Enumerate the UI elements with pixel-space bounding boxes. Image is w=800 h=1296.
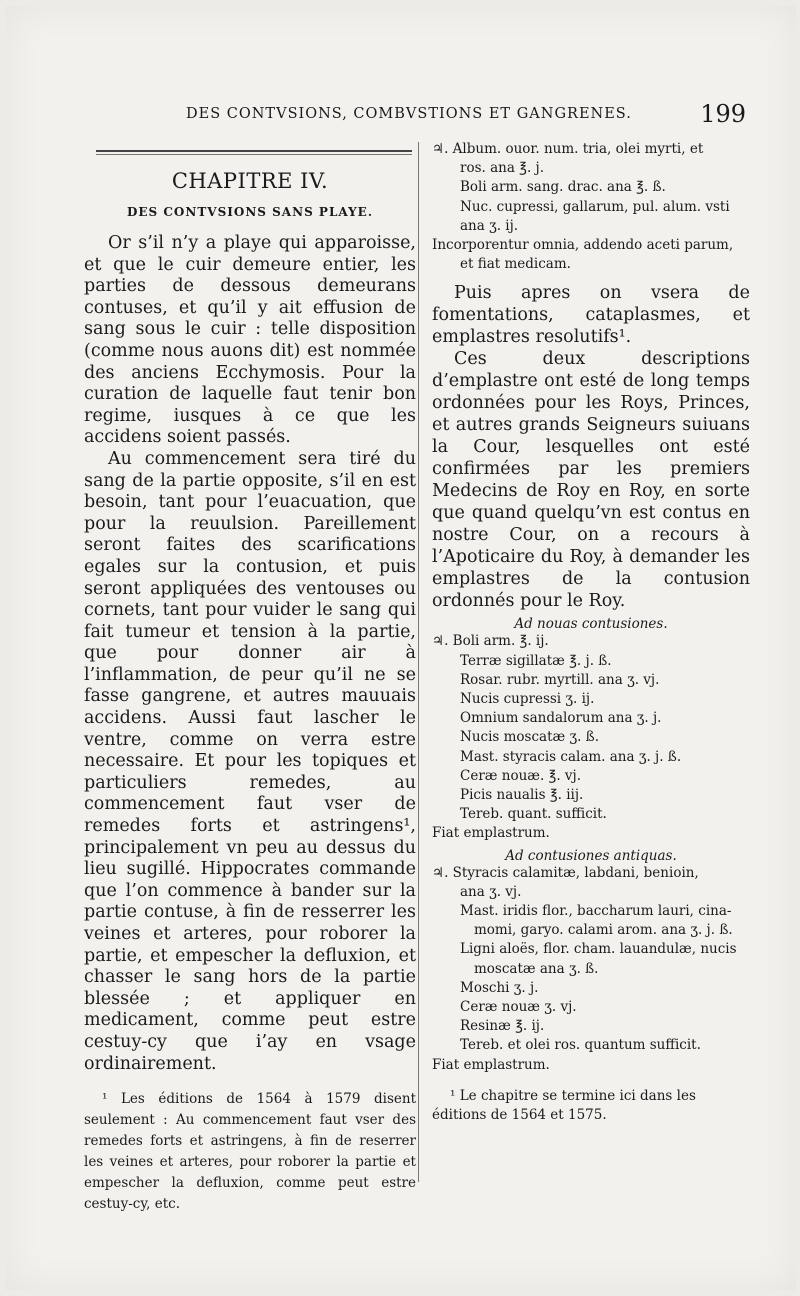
rx-line: Tereb. quant. sufficit.	[460, 806, 607, 823]
left-paragraph-1: Or s’il n’y a playe qui apparoisse, et que le cuir demeure entier, les parties de dessous demeurans contuses, et qu’il y ait effusion de sang sous le cuir : telle disposition (comme nous auons dit) est nommée des anciens Ecchymosis. Pour la curation de laquelle faut tenir bon regime, iusques à ce que les accidens soient passés.	[84, 233, 416, 448]
rx-line: Fiat emplastrum.	[432, 825, 550, 842]
rx-line: Ceræ nouæ ʒ. vj.	[460, 999, 577, 1016]
chapter-subtitle: DES CONTVSIONS SANS PLAYE.	[126, 205, 373, 219]
rx-line: Fiat emplastrum.	[432, 1056, 550, 1073]
rx-line: Omnium sandalorum ana ʒ. j.	[460, 710, 662, 727]
rx-line: Picis naualis ℥. iij.	[460, 787, 584, 804]
rx-line: ♃. Album. ouor. num. tria, olei myrti, et	[432, 141, 704, 157]
left-body	[84, 233, 416, 1075]
rx-line: ana ʒ. vj.	[460, 883, 522, 900]
chapter-title: CHAPITRE IV.	[171, 169, 329, 193]
rx-line: ♃. Styracis calamitæ, labdani, benioin,	[432, 864, 699, 881]
rx-line: ros. ana ℥. j.	[460, 160, 545, 177]
book-page	[6, 6, 796, 1290]
left-paragraph-2: Au commencement sera tiré du sang de la partie opposite, s’il en est besoin, tant pour l’euacuation, que pour la reuulsion. Pareillement seront faites des scarifications egales sur la contusion, et puis seront appliquées des ventouses ou cornets, tant pour vuider le sang qui fait tumeur et tension à la partie, que pour donner air à l’inflammation, de peur qu’il ne se fasse gangrene, et autres mauuais accidens. Aussi faut lascher le ventre, comme on verra estre necessaire. Et pour les topiques et particuliers remedes, au commencement faut vser de remedes forts et astringens¹, principalement vn peu au dessus du lieu sugillé. Hippocrates commande que l’on commence à bander sur la partie contuse, à fin de resserrer les veines et arteres, pour roborer la partie, et empescher la defluxion, et chasser le sang hors de la partie blessée ; et appliquer en medicament, comme peut estre cestuy-cy que i’ay en vsage ordinairement.	[84, 448, 416, 1074]
rx-line: Moschi ʒ. j.	[460, 979, 539, 996]
rx-heading-old-contusions: Ad contusiones antiquas.	[505, 847, 677, 864]
running-head-title: DES CONTVSIONS, COMBVSTIONS ET GANGRENES.	[186, 106, 632, 122]
rx-line: Ceræ nouæ. ℥. vj.	[460, 767, 582, 784]
prescription-3	[432, 864, 750, 1075]
left-column	[84, 144, 416, 1215]
rx-line: ♃. Boli arm. ℥. ij.	[432, 633, 549, 650]
rx-line: Mast. styracis calam. ana ʒ. j. ß.	[460, 748, 682, 765]
rx-line: Nuc. cupressi, gallarum, pul. alum. vsti	[460, 198, 730, 215]
right-footnote: ¹ Le chapitre se termine ici dans les éditions de 1564 et 1575.	[432, 1087, 696, 1123]
right-paragraph-2: Ces deux descriptions d’emplastre ont esté de long temps ordonnées pour les Roys, Princes, et autres grands Seigneurs suiuans la Cour, lesquelles ont esté confirmées par les premiers Medecins de Roy en Roy, en sorte que quand quelqu’vn est contus en nostre Cour, on a recours à l’Apoticaire du Roy, à demander les emplastres de la contusion ordonnés pour le Roy.	[432, 349, 750, 612]
rx-line: Terræ sigillatæ ℥. j. ß.	[460, 652, 612, 669]
rx-line: Tereb. et olei ros. quantum sufficit.	[460, 1037, 701, 1054]
rx-line: ana ʒ. ij.	[460, 217, 519, 234]
column-divider	[418, 142, 419, 1182]
rx-line: Incorporentur omnia, addendo aceti parum,	[432, 237, 734, 254]
right-column	[432, 140, 750, 1125]
prescription-1	[432, 140, 750, 274]
rx-line: et fiat medicam.	[460, 256, 571, 273]
chapter-rule-thin	[96, 154, 412, 155]
rx-heading-new-contusions: Ad nouas contusiones.	[514, 616, 668, 633]
rx-line: Mast. iridis flor., baccharum lauri, cina-	[460, 903, 732, 920]
rx-line: momi, garyo. calami arom. ana ʒ. j. ß.	[474, 922, 733, 939]
right-body	[432, 282, 750, 612]
rx-line: Rosar. rubr. myrtill. ana ʒ. vj.	[460, 671, 660, 688]
right-paragraph-1: Puis apres on vsera de fomentations, cataplasmes, et emplastres resolutifs¹.	[432, 283, 750, 348]
rx-line: Boli arm. sang. drac. ana ℥. ß.	[460, 179, 666, 196]
rx-line: Resinæ ℥. ij.	[460, 1018, 545, 1035]
rx-line: Ligni aloës, flor. cham. lauandulæ, nucis	[460, 941, 737, 958]
left-footnote: ¹ Les éditions de 1564 à 1579 disent seulement : Au commencement faut vser des remedes forts et astringens, à fin de reserrer les veines et arteres, pour roborer la partie et empescher la defluxion, comme peut estre cestuy-cy, etc.	[84, 1091, 416, 1213]
rx-line: Nucis cupressi ʒ. ij.	[460, 691, 595, 708]
page-number: 199	[700, 100, 746, 128]
prescription-2	[432, 632, 750, 843]
running-head	[186, 100, 746, 128]
rx-line: Nucis moscatæ ʒ. ß.	[460, 729, 599, 746]
chapter-rule	[96, 150, 412, 152]
rx-line: moscatæ ana ʒ. ß.	[474, 960, 599, 977]
